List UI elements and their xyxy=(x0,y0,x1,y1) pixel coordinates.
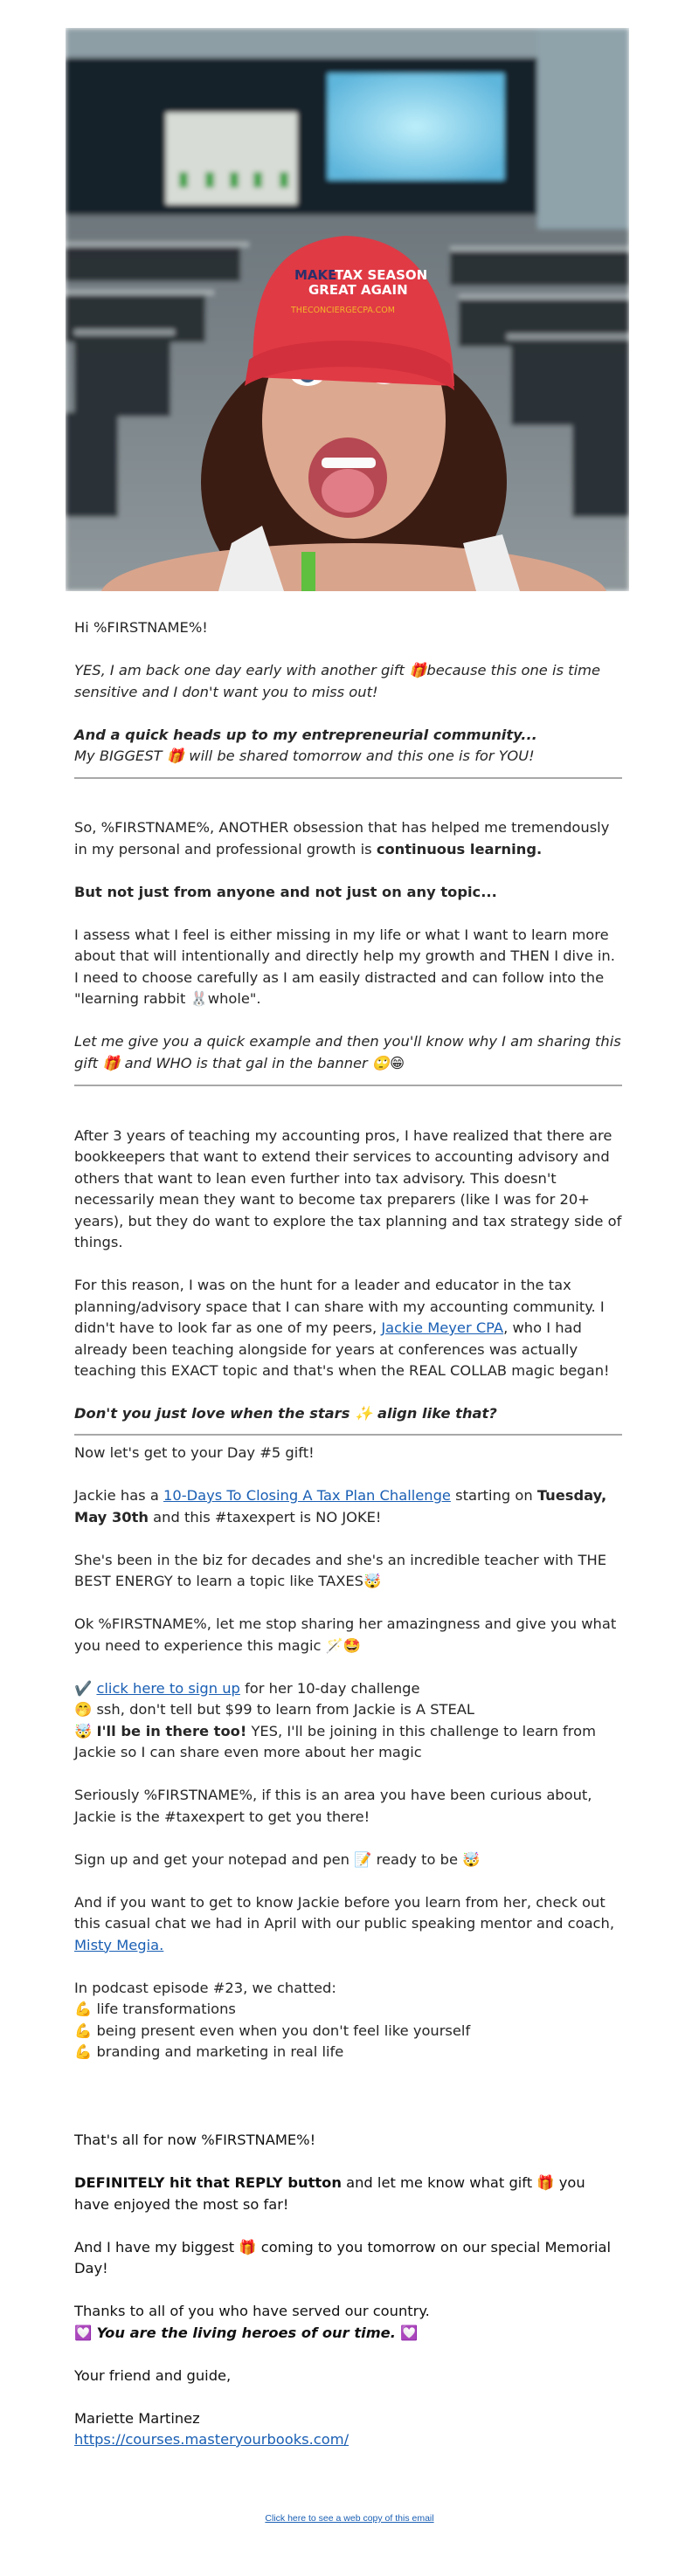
text: That's all for now %FIRSTNAME%! xyxy=(74,2132,316,2148)
cap-text-tax-season: TAX SEASON xyxy=(335,267,428,283)
text: and this #taxexpert is NO JOKE! xyxy=(149,1508,382,1526)
body-paragraph xyxy=(74,817,622,860)
body-paragraph xyxy=(74,882,622,904)
body-paragraph xyxy=(74,1978,622,2063)
spacer xyxy=(74,2084,622,2130)
email-body xyxy=(66,591,629,2451)
bold-text: continuous learning. xyxy=(376,840,543,858)
text: , who I had already been teaching alongside for years at conferences was actually teaching this EXACT topic and that's when the REAL COLLAB magic began! xyxy=(74,1319,610,1379)
website-link[interactable]: https://courses.masteryourbooks.com/ xyxy=(74,2431,350,2448)
body-paragraph xyxy=(74,1614,622,1656)
text: And I have my biggest 🎁 coming to you tomorrow on our special Memorial Day! xyxy=(74,2238,612,2276)
text: 💪 being present even when you don't feel like yourself xyxy=(74,2022,471,2039)
body-paragraph xyxy=(74,1849,622,1871)
body-paragraph xyxy=(74,1275,622,1382)
body-paragraph xyxy=(74,2408,622,2451)
section-divider xyxy=(74,1434,622,1436)
jackie-meyer-link[interactable]: Jackie Meyer CPA xyxy=(381,1319,504,1336)
body-paragraph xyxy=(74,1892,622,1957)
bold-text: Tuesday, May 30th xyxy=(74,1487,607,1526)
text: Your friend and guide, xyxy=(74,2366,232,2384)
cap-text-url: THECONCIERGECPA.COM xyxy=(291,306,395,315)
body-paragraph xyxy=(74,1443,622,1464)
text: For this reason, I was on the hunt for a leader and educator in the tax planning/advisory space that I can share with my accounting community. I didn't have to look far as one of my peers, xyxy=(74,1277,605,1336)
body-paragraph xyxy=(74,2237,622,2280)
section-divider xyxy=(74,777,622,779)
text: I assess what I feel is either missing in my life or what I want to learn more about that will intentionally and directly help my growth and THEN I dive in. I need to choose carefully as I am easily distracted and can follow into the "learning rabbit 🐰whole". xyxy=(74,926,615,1007)
text: Now let's get to your Day #5 gift! xyxy=(74,1444,315,1461)
text: 🤯 xyxy=(74,1722,97,1739)
body-paragraph xyxy=(74,1678,622,1764)
cap-text-great-again: GREAT AGAIN xyxy=(308,282,408,298)
text: She's been in the biz for decades and she's an incredible teacher with THE BEST ENERGY to learn a topic like TAXES🤯 xyxy=(74,1551,607,1589)
text: 💟 xyxy=(74,2324,97,2341)
text: After 3 years of teaching my accounting pros, I have realized that there are bookkeepers that want to extend their services to accounting advisory and others that want to lean even further into tax advisory. This doesn't necessarily mean they want to become tax preparers (like I was for 20+ years), but they do want to explore the tax planning and tax strategy side of things. xyxy=(74,1126,622,1250)
bold-text: DEFINITELY hit that REPLY button xyxy=(74,2174,342,2191)
body-paragraph xyxy=(74,660,622,703)
banner-photo xyxy=(66,28,629,591)
text: 💟 xyxy=(395,2324,419,2341)
body-paragraph xyxy=(74,2301,622,2344)
body-paragraph xyxy=(74,1031,622,1074)
text: Let me give you a quick example and then you'll know why I am sharing this gift 🎁 and WHO is that gal in the banner 🙄😁 xyxy=(74,1033,621,1071)
body-paragraph xyxy=(74,725,622,768)
text: 💪 life transformations xyxy=(74,2001,236,2017)
text: So, %FIRSTNAME%, ANOTHER obsession that has helped me tremendously in my personal and professional growth is xyxy=(74,819,610,858)
text: YES, I'll be joining in this challenge to learn from Jackie so I can share even more about her magic xyxy=(74,1722,596,1760)
text: My BIGGEST 🎁 will be shared tomorrow and this one is for YOU! xyxy=(74,747,535,764)
section-divider xyxy=(74,1085,622,1086)
body-paragraph xyxy=(74,1550,622,1593)
body-paragraph xyxy=(74,617,622,639)
body-paragraph xyxy=(74,1403,622,1425)
body-paragraph xyxy=(74,1485,622,1528)
body-paragraph xyxy=(74,2130,622,2152)
body-paragraph xyxy=(74,2173,622,2215)
text: starting on xyxy=(450,1487,537,1504)
email-container xyxy=(66,28,629,2472)
text: In podcast episode #23, we chatted: xyxy=(74,1979,336,1996)
text: and let me know what gift 🎁 you have enjoyed the most so far! xyxy=(74,2174,585,2213)
challenge-link[interactable]: 10-Days To Closing A Tax Plan Challenge xyxy=(163,1487,451,1504)
email-footer xyxy=(0,2513,699,2524)
body-paragraph xyxy=(74,1126,622,1254)
text: Seriously %FIRSTNAME%, if this is an area you have been curious about, Jackie is the #taxexpert to get you there! xyxy=(74,1787,592,1825)
bold-text: I'll be in there too! xyxy=(96,1722,247,1739)
text: Jackie has a xyxy=(74,1487,163,1504)
misty-megia-link[interactable]: Misty Megia. xyxy=(74,1936,164,1953)
text: 🤭 ssh, don't tell but $99 to learn from Jackie is A STEAL xyxy=(74,1701,474,1718)
cap-text-make: MAKE xyxy=(294,267,337,283)
sign-up-link[interactable]: click here to sign up xyxy=(96,1679,240,1697)
text: But not just from anyone and not just on any topic... xyxy=(74,883,497,900)
text: ✔️ xyxy=(74,1679,97,1697)
text: And if you want to get to know Jackie before you learn from her, check out this casual chat we had in April with our public speaking mentor and coach, xyxy=(74,1893,614,1932)
body-paragraph xyxy=(74,1785,622,1828)
text: for her 10-day challenge xyxy=(239,1679,420,1697)
text: Ok %FIRSTNAME%, let me stop sharing her amazingness and give you what you need to experience this magic 🪄🤩 xyxy=(74,1615,617,1654)
text: Mariette Martinez xyxy=(74,2409,200,2427)
text: 💪 branding and marketing in real life xyxy=(74,2043,344,2060)
text: YES, I am back one day early with another gift 🎁because this one is time sensitive and I don't want you to miss out! xyxy=(74,662,600,700)
web-copy-link[interactable]: Click here to see a web copy of this email xyxy=(265,2513,434,2524)
body-paragraph xyxy=(74,2366,622,2387)
bold-text: And a quick heads up to my entrepreneurial community... xyxy=(74,726,537,743)
text: Don't you just love when the stars ✨ align like that? xyxy=(74,1405,497,1422)
bold-text: You are the living heroes of our time. xyxy=(96,2324,396,2341)
body-paragraph xyxy=(74,925,622,1010)
text: Sign up and get your notepad and pen 📝 ready to be 🤯 xyxy=(74,1850,481,1868)
text: Thanks to all of you who have served our country. xyxy=(74,2303,430,2319)
text: Hi %FIRSTNAME%! xyxy=(74,619,208,636)
